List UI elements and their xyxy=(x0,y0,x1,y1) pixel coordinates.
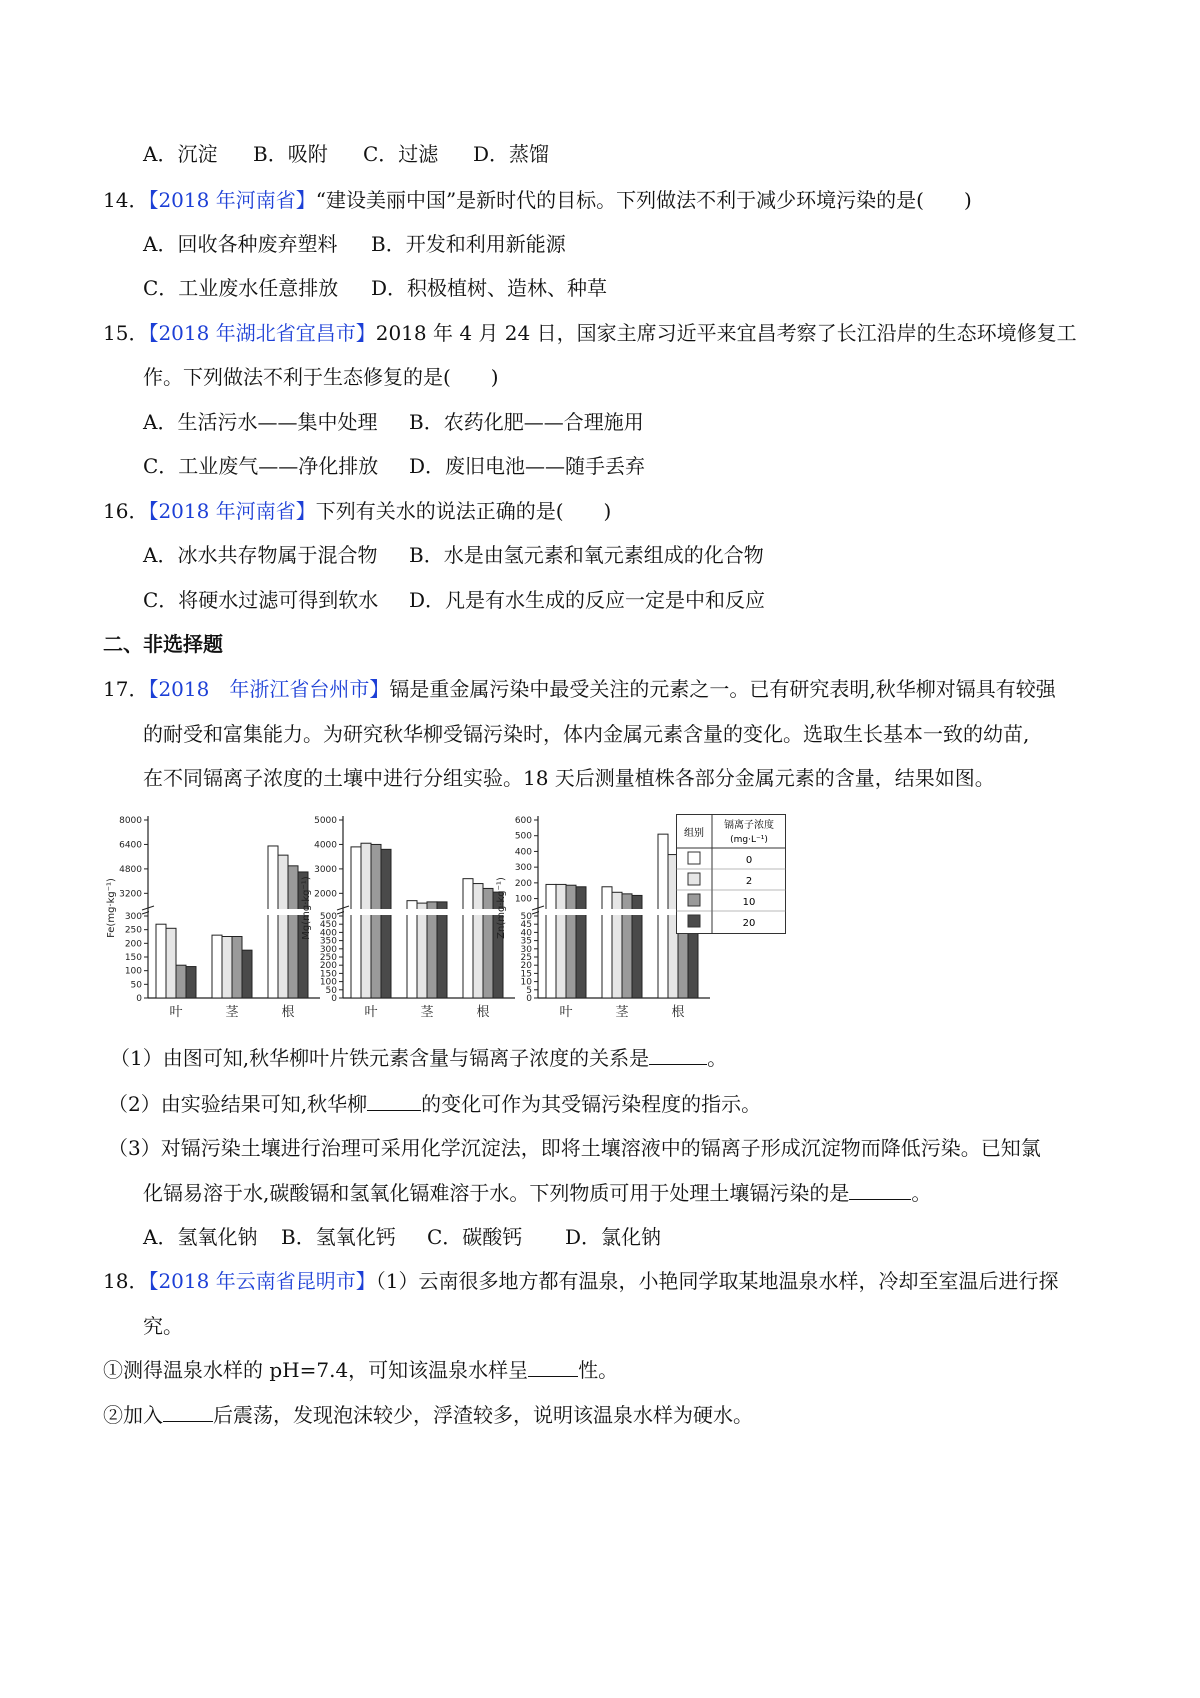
concentration-legend xyxy=(676,814,786,934)
q13-option-a: A．沉淀 xyxy=(143,142,218,166)
chart-1-tick-label: 2000 xyxy=(314,889,337,900)
chart-1-break-gap xyxy=(344,909,516,915)
q16-stem xyxy=(103,497,611,525)
q17-stem-line3: 在不同镉离子浓度的土壤中进行分组实验。18 天后测量植株各部分金属元素的含量，结果如图。 xyxy=(143,766,995,790)
chart-0-bar xyxy=(212,935,222,998)
q14-option-c: C．工业废水任意排放 xyxy=(143,276,339,300)
q16-option-d: D．凡是有水生成的反应一定是中和反应 xyxy=(409,588,766,612)
q14-stem xyxy=(103,186,972,214)
chart-0-bar xyxy=(156,924,166,998)
chart-1-category-label: 叶 xyxy=(364,1005,378,1020)
chart-1-bar xyxy=(427,902,437,998)
q13-option-b: B．吸附 xyxy=(253,142,328,166)
chart-1-bar xyxy=(417,903,427,998)
q17-sub3-end: 。 xyxy=(911,1181,932,1205)
chart-0-tick-label: 250 xyxy=(124,925,142,936)
q16-option-b: B．水是由氢元素和氧元素组成的化合物 xyxy=(409,543,764,567)
chart-2-tick-label: 500 xyxy=(514,831,532,842)
q18-source: 【2018 年云南省昆明市】 xyxy=(148,1269,376,1293)
chart-0-tick-label: 4800 xyxy=(119,864,142,875)
q18-part2-end: 后震荡，发现泡沫较少，浮渣较多，说明该温泉水样为硬水。 xyxy=(213,1403,753,1427)
q17-option-a: A．氢氧化钠 xyxy=(143,1225,258,1249)
q18-stem-line1 xyxy=(103,1267,1058,1295)
q18-stem-line2: 究。 xyxy=(143,1314,183,1338)
legend-value-10: 10 xyxy=(742,897,756,908)
q17-sub1-end: 。 xyxy=(707,1046,728,1070)
chart-2-tick-label: 35 xyxy=(520,936,532,947)
chart-0-tick-label: 8000 xyxy=(119,816,142,826)
q14-option-b: B．开发和利用新能源 xyxy=(371,232,566,256)
legend-swatch-0 xyxy=(688,852,700,864)
q16-option-c: C．将硬水过滤可得到软水 xyxy=(143,588,379,612)
chart-1-tick-label: 400 xyxy=(319,928,337,939)
chart-0-y-label: Fe(mg·kg⁻¹) xyxy=(106,878,117,938)
q17-sub2 xyxy=(108,1090,761,1118)
chart-2-bar xyxy=(566,885,576,998)
q17-sub3-line2 xyxy=(143,1179,931,1207)
chart-1-tick-label: 4000 xyxy=(314,840,337,851)
q17-stem-line1 xyxy=(103,675,1056,703)
chart-2-tick-label: 0 xyxy=(526,994,532,1004)
q13-options xyxy=(143,140,549,168)
q17-sub3-line1: （3）对镉污染土壤进行治理可采用化学沉淀法，即将土壤溶液中的镉离子形成沉淀物而降低污染。已知氯 xyxy=(108,1136,1041,1160)
chart-2-tick-label: 20 xyxy=(520,961,532,972)
q18-part1-blank xyxy=(528,1358,578,1377)
q15-number: 15． xyxy=(103,321,149,345)
q13-option-c: C．过滤 xyxy=(363,142,439,166)
chart-1-bar xyxy=(361,843,371,998)
q15-option-b: B．农药化肥——合理施用 xyxy=(409,410,644,434)
q18-part1-end: 性。 xyxy=(578,1358,619,1382)
chart-1-category-label: 茎 xyxy=(420,1005,434,1020)
q14-options-row1 xyxy=(143,230,566,258)
q15-option-a: A．生活污水——集中处理 xyxy=(143,410,378,434)
chart-1-y-label: Mg(mg·kg⁻¹) xyxy=(301,876,312,940)
legend-value-0: 0 xyxy=(745,855,753,866)
chart-1-tick-label: 450 xyxy=(319,920,337,931)
chart-2-bar xyxy=(658,834,668,998)
chart-1-bar xyxy=(381,849,391,998)
legend-swatch-20 xyxy=(688,915,700,927)
chart-0-bar xyxy=(166,928,176,998)
q18-part2 xyxy=(103,1401,753,1429)
chart-0-tick-label: 6400 xyxy=(119,840,142,851)
chart-0-bar xyxy=(288,866,298,998)
chart-0-bar xyxy=(268,846,278,998)
q13-option-d: D．蒸馏 xyxy=(473,142,550,166)
chart-0-tick-label: 200 xyxy=(124,939,142,950)
chart-2-tick-label: 30 xyxy=(520,944,532,955)
q15-options-row2 xyxy=(143,452,645,480)
q17-sub2-end: 的变化可作为其受镉污染程度的指示。 xyxy=(421,1092,762,1116)
q15-option-d: D．废旧电池——随手丢弃 xyxy=(409,454,646,478)
chart-1-tick-label: 250 xyxy=(319,953,337,963)
q16-option-a: A．冰水共存物属于混合物 xyxy=(143,543,378,567)
chart-0-bar xyxy=(186,967,196,998)
q17-option-d: D．氯化钠 xyxy=(565,1225,662,1249)
q16-number: 16． xyxy=(103,499,149,523)
q18-text-1: （1）云南很多地方都有温泉，小艳同学取某地温泉水样，冷却至室温后进行探 xyxy=(375,1269,1059,1293)
chart-1-tick-label: 0 xyxy=(331,994,337,1004)
chart-1-bar xyxy=(351,847,361,998)
q14-option-a: A．回收各种废弃塑料 xyxy=(143,232,338,256)
chart-2-bar xyxy=(546,884,556,998)
q15-options-row1 xyxy=(143,408,644,436)
chart-1-tick-label: 350 xyxy=(319,936,337,947)
chart-0-tick-label: 50 xyxy=(130,980,142,991)
legend-value-20: 20 xyxy=(742,918,756,929)
q17-sub1 xyxy=(110,1044,727,1072)
chart-2-tick-label: 600 xyxy=(514,816,532,826)
chart-1-tick-label: 200 xyxy=(319,961,337,972)
q17-number: 17． xyxy=(103,677,149,701)
chart-2-tick-label: 50 xyxy=(520,912,532,922)
chart-0-bar xyxy=(278,855,288,998)
chart-0-bar xyxy=(232,937,242,999)
chart-0-category-label: 茎 xyxy=(225,1005,239,1020)
chart-0-break-gap xyxy=(149,909,321,915)
chart-1-category-label: 根 xyxy=(476,1005,490,1020)
q15-text-1: 2018 年 4 月 24 日，国家主席习近平来宜昌考察了长江沿岸的生态环境修复工 xyxy=(375,321,1077,345)
q17-options xyxy=(143,1223,661,1251)
chart-0-tick-label: 100 xyxy=(124,966,142,977)
chart-2-tick-label: 300 xyxy=(514,863,532,874)
chart-2-y-label: Zn(mg·kg⁻¹) xyxy=(496,877,507,939)
chart-2-tick-label: 45 xyxy=(520,920,532,931)
chart-0-category-label: 根 xyxy=(281,1005,295,1020)
q15-stem-line1 xyxy=(103,319,1077,347)
q17-sub2-text: （2）由实验结果可知,秋华柳 xyxy=(108,1092,368,1116)
q18-part1 xyxy=(103,1356,618,1384)
legend-unit: (mg·L⁻¹) xyxy=(730,835,768,845)
q17-stem-line2: 的耐受和富集能力。为研究秋华柳受镉污染时，体内金属元素含量的变化。选取生长基本一致的幼苗, xyxy=(143,722,1030,746)
q17-sub1-blank xyxy=(649,1046,707,1065)
legend-group-header: 组别 xyxy=(684,828,704,839)
chart-2-bar xyxy=(576,887,586,998)
legend-swatch-2 xyxy=(688,873,700,885)
chart-2-tick-label: 15 xyxy=(520,969,532,980)
chart-0-bar xyxy=(176,965,186,998)
q17-text-1: 镉是重金属污染中最受关注的元素之一。已有研究表明,秋华柳对镉具有较强 xyxy=(389,677,1056,701)
q16-text: 下列有关水的说法正确的是( ) xyxy=(315,499,612,523)
chart-1-tick-label: 50 xyxy=(325,985,337,996)
chart-1-tick-label: 3000 xyxy=(314,864,337,875)
q15-source: 【2018 年湖北省宜昌市】 xyxy=(148,321,376,345)
legend-swatch-10 xyxy=(688,894,700,906)
q16-source: 【2018 年河南省】 xyxy=(148,499,316,523)
chart-2-tick-label: 100 xyxy=(514,894,532,905)
chart-1-tick-label: 150 xyxy=(319,969,337,980)
chart-2-bar xyxy=(556,884,566,998)
legend-value-2: 2 xyxy=(745,876,753,887)
chart-1-bar xyxy=(437,902,447,998)
chart-1-bar xyxy=(483,888,493,998)
q14-text: “建设美丽中国”是新时代的目标。下列做法不利于减少环境污染的是( ) xyxy=(315,188,972,212)
q17-source: 【2018 年浙江省台州市】 xyxy=(148,677,390,701)
chart-1-tick-label: 5000 xyxy=(314,816,337,826)
chart-2-tick-label: 25 xyxy=(520,953,532,963)
chart-0-category-label: 叶 xyxy=(169,1005,183,1020)
chart-2-tick-label: 10 xyxy=(520,977,532,988)
legend-conc-header: 镉离子浓度 xyxy=(724,820,774,831)
q18-part1-text: ①测得温泉水样的 pH=7.4，可知该温泉水样呈 xyxy=(103,1358,529,1382)
q17-sub3-text: 化镉易溶于水,碳酸镉和氢氧化镉难溶于水。下列物质可用于处理土壤镉污染的是 xyxy=(143,1181,850,1205)
q15-stem-line2: 作。下列做法不利于生态修复的是( ) xyxy=(143,365,499,389)
q18-number: 18． xyxy=(103,1269,149,1293)
q15-option-c: C．工业废气——净化排放 xyxy=(143,454,379,478)
chart-0-tick-label: 3200 xyxy=(119,889,142,900)
q16-options-row2 xyxy=(143,586,765,614)
chart-0-tick-label: 150 xyxy=(124,953,142,963)
q14-option-d: D．积极植树、造林、种草 xyxy=(371,276,608,300)
chart-2-category-label: 根 xyxy=(671,1005,685,1020)
chart-2-bar xyxy=(602,887,612,998)
q17-option-b: B．氢氧化钙 xyxy=(281,1225,396,1249)
chart-0-tick-label: 0 xyxy=(136,994,142,1004)
chart-1-bar xyxy=(371,844,381,998)
chart-2-category-label: 茎 xyxy=(615,1005,629,1020)
q16-options-row1 xyxy=(143,541,764,569)
section-heading: 二、非选择题 xyxy=(103,632,223,656)
chart-2-category-label: 叶 xyxy=(559,1005,573,1020)
q14-source: 【2018 年河南省】 xyxy=(148,188,316,212)
chart-2-tick-label: 400 xyxy=(514,847,532,858)
q18-part2-text: ②加入 xyxy=(103,1403,163,1427)
chart-1-bar xyxy=(463,879,473,998)
q18-part2-blank xyxy=(163,1403,213,1422)
chart-2-bar xyxy=(612,892,622,998)
chart-0-bar xyxy=(222,937,232,999)
chart-2-tick-label: 40 xyxy=(520,928,532,939)
chart-1-tick-label: 300 xyxy=(319,944,337,955)
chart-1-bar xyxy=(473,884,483,998)
q14-options-row2 xyxy=(143,274,607,302)
chart-2-tick-label: 200 xyxy=(514,878,532,889)
chart-1-tick-label: 500 xyxy=(319,912,337,922)
chart-0-tick-label: 300 xyxy=(124,912,142,922)
q17-sub1-text: （1）由图可知,秋华柳叶片铁元素含量与镉离子浓度的关系是 xyxy=(110,1046,650,1070)
q17-sub2-blank xyxy=(367,1092,421,1111)
q17-option-c: C．碳酸钙 xyxy=(427,1225,523,1249)
chart-1-bar xyxy=(407,901,417,998)
q17-sub3-blank xyxy=(849,1181,911,1200)
chart-0-bar xyxy=(242,950,252,998)
q14-number: 14． xyxy=(103,188,149,212)
chart-2-tick-label: 5 xyxy=(526,985,532,996)
chart-1-tick-label: 100 xyxy=(319,977,337,988)
